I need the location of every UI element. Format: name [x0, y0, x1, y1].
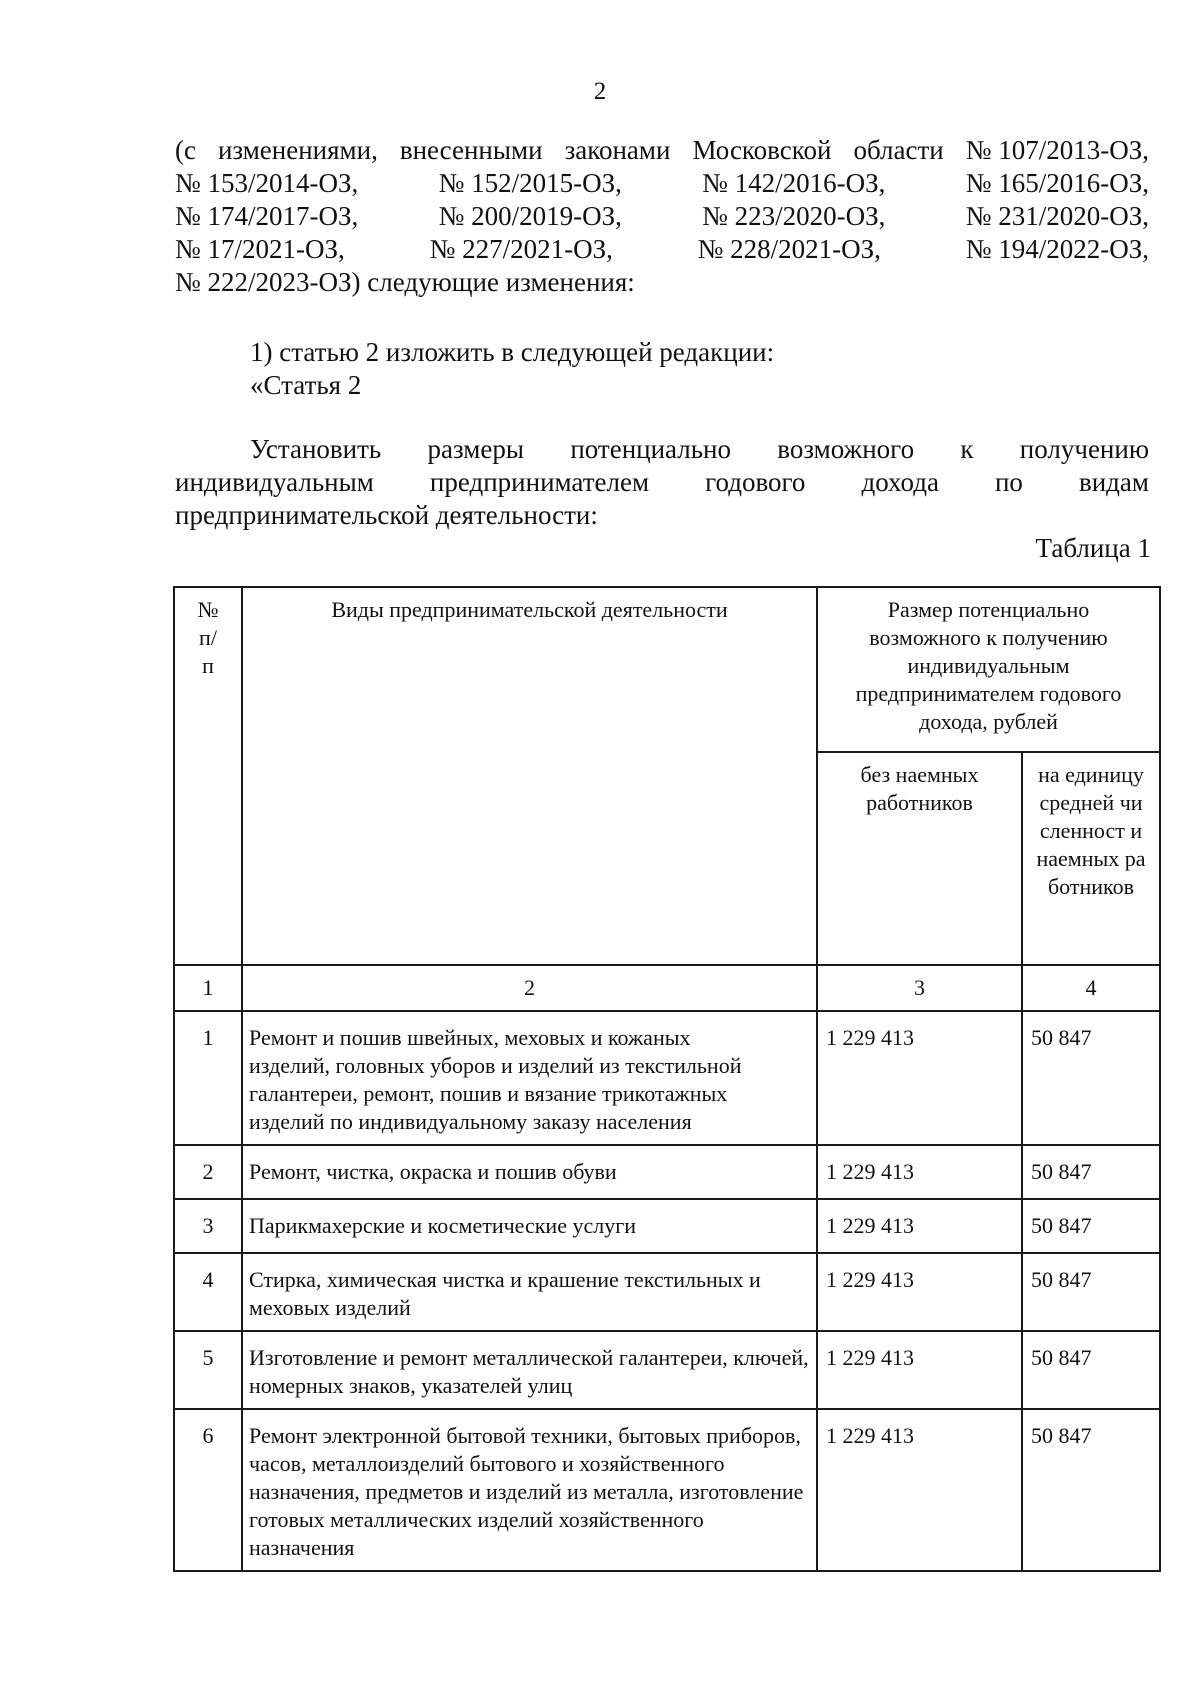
- law-reference: № 165/2016-ОЗ,: [965, 168, 1149, 198]
- establish-word: дохода: [861, 467, 939, 497]
- establish-word: по: [994, 467, 1023, 497]
- activity-cell: Изготовление и ремонт металлической галантереи, ключей, номерных знаков, указателей улиц: [242, 1331, 817, 1409]
- law-reference: № 223/2020-ОЗ,: [702, 201, 886, 231]
- establish-word: потенциально: [570, 434, 731, 464]
- law-reference: № 228/2021-ОЗ,: [697, 234, 881, 264]
- income-per-employee: 50 847: [1022, 1331, 1160, 1409]
- establish-word: возможного: [777, 434, 915, 464]
- establish-word: размеры: [427, 434, 525, 464]
- article-heading: «Статья 2: [250, 370, 362, 400]
- establish-word: индивидуальным: [175, 467, 374, 497]
- law-reference: № 152/2015-ОЗ,: [438, 168, 622, 198]
- table-row: [174, 1409, 1160, 1571]
- header-without-employees: [817, 752, 1022, 965]
- intro-word: изменениями,: [217, 135, 378, 165]
- column-index-cell: 3: [817, 965, 1022, 1011]
- income-without-employees: 1 229 413: [817, 1409, 1022, 1571]
- amendments-paragraph: [175, 134, 1149, 299]
- law-reference: № 17/2021-ОЗ,: [175, 234, 345, 264]
- row-number: 6: [174, 1409, 242, 1571]
- column-index-row: [174, 965, 1160, 1011]
- activity-cell: Парикмахерские и косметические услуги: [242, 1199, 817, 1253]
- income-per-employee: 50 847: [1022, 1409, 1160, 1571]
- intro-line-5: № 222/2023-ОЗ) следующие изменения:: [175, 267, 635, 297]
- income-table: [173, 586, 1161, 1572]
- table-row: [174, 1199, 1160, 1253]
- header-per-employee: [1022, 752, 1160, 965]
- law-reference: № 142/2016-ОЗ,: [702, 168, 886, 198]
- income-per-employee: 50 847: [1022, 1145, 1160, 1199]
- income-without-employees: 1 229 413: [817, 1331, 1022, 1409]
- header-num: [174, 587, 242, 965]
- intro-word: Московской: [692, 135, 832, 165]
- income-without-employees: 1 229 413: [817, 1145, 1022, 1199]
- activity-cell: Стирка, химическая чистка и крашение текстильных и меховых изделий: [242, 1253, 817, 1331]
- intro-line-4: [175, 233, 1149, 266]
- row-number: 1: [174, 1011, 242, 1145]
- header-per-employee-label: на единицу средней численност и наемных работников: [1036, 762, 1146, 899]
- law-reference: № 200/2019-ОЗ,: [438, 201, 622, 231]
- law-reference: № 227/2021-ОЗ,: [429, 234, 613, 264]
- law-reference: № 231/2020-ОЗ,: [965, 201, 1149, 231]
- establish-word: к: [960, 434, 974, 464]
- law-reference: № 194/2022-ОЗ,: [965, 234, 1149, 264]
- establish-word: получению: [1019, 434, 1149, 464]
- income-without-employees: 1 229 413: [817, 1199, 1022, 1253]
- income-per-employee: 50 847: [1022, 1253, 1160, 1331]
- establish-word: предпринимателем: [429, 467, 650, 497]
- page-number: 2: [593, 78, 607, 105]
- row-number: 3: [174, 1199, 242, 1253]
- row-number: 2: [174, 1145, 242, 1199]
- establish-line-2: [175, 466, 1149, 499]
- table-row: [174, 1145, 1160, 1199]
- income-without-employees: 1 229 413: [817, 1253, 1022, 1331]
- header-activity: Виды предпринимательской деятельности: [242, 587, 817, 965]
- intro-word: области: [853, 135, 944, 165]
- establish-line-3: предпринимательской деятельности:: [175, 500, 598, 530]
- column-index-cell: 1: [174, 965, 242, 1011]
- establish-word: видам: [1078, 467, 1149, 497]
- table-row: [174, 1331, 1160, 1409]
- row-number: 4: [174, 1253, 242, 1331]
- intro-word: № 107/2013-ОЗ,: [965, 135, 1149, 165]
- item-1: 1) статью 2 изложить в следующей редакции:: [250, 337, 775, 367]
- establish-paragraph: [175, 433, 1149, 532]
- table-caption: Таблица 1: [1035, 533, 1151, 563]
- intro-line-2: [175, 167, 1149, 200]
- header-income: [817, 587, 1160, 752]
- establish-line-1: [175, 433, 1149, 466]
- income-without-employees: 1 229 413: [817, 1011, 1022, 1145]
- intro-line-1: [175, 134, 1149, 167]
- law-reference: № 174/2017-ОЗ,: [175, 201, 359, 231]
- activity-cell: Ремонт, чистка, окраска и пошив обуви: [242, 1145, 817, 1199]
- establish-word: годового: [705, 467, 806, 497]
- row-number: 5: [174, 1331, 242, 1409]
- income-per-employee: 50 847: [1022, 1199, 1160, 1253]
- header-income-label: Размер потенциально возможного к получению индивидуальным предпринимателем годового дохода, рублей: [855, 597, 1122, 734]
- law-reference: № 153/2014-ОЗ,: [175, 168, 359, 198]
- table-row: [174, 1253, 1160, 1331]
- column-index-cell: 4: [1022, 965, 1160, 1011]
- column-index-cell: 2: [242, 965, 817, 1011]
- activity-cell: Ремонт и пошив швейных, меховых и кожаных изделий, головных уборов и изделий из текстильной галантереи, ремонт, пошив и вязание трикотажных изделий по индивидуальному заказу населения: [242, 1011, 817, 1145]
- table-row: [174, 1011, 1160, 1145]
- intro-line-3: [175, 200, 1149, 233]
- header-without-employees-label: без наемных работников: [860, 762, 979, 815]
- intro-word: законами: [564, 135, 671, 165]
- intro-word: (с: [175, 135, 196, 165]
- intro-word: внесенными: [399, 135, 543, 165]
- activity-cell: Ремонт электронной бытовой техники, бытовых приборов, часов, металлоизделий бытового и хозяйственного назначения, предметов и изделий из металла, изготовление готовых металлических изделий хозяйственного назначения: [242, 1409, 817, 1571]
- income-per-employee: 50 847: [1022, 1011, 1160, 1145]
- establish-word: Установить: [250, 434, 382, 464]
- table-header-row: [174, 587, 1160, 752]
- header-num-label: № п/п: [197, 597, 219, 678]
